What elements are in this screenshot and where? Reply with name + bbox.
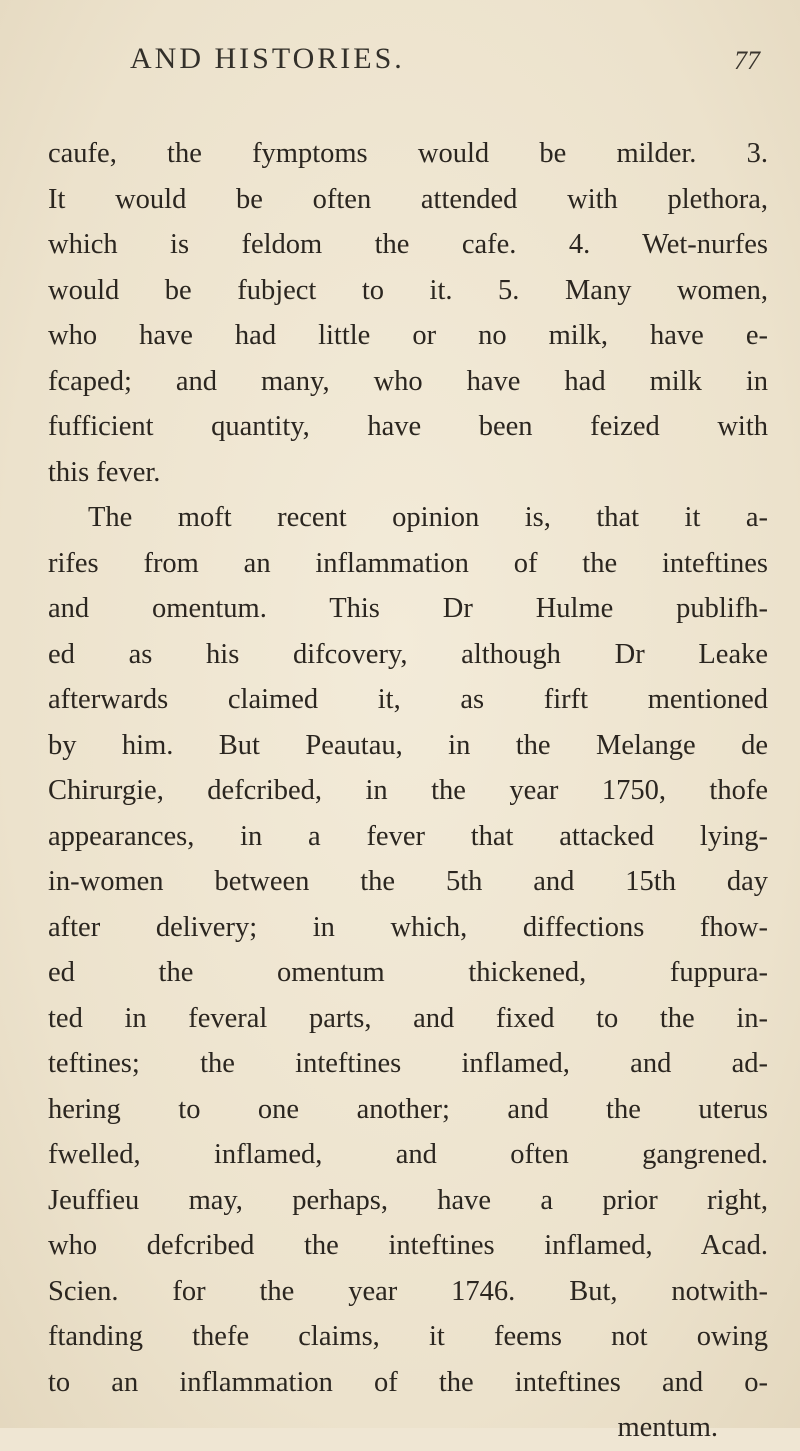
body-text bbox=[48, 131, 768, 1451]
text-line: ftanding thefe claims, it feems not owing bbox=[48, 1321, 768, 1352]
text-line: fwelled, inflamed, and often gangrened. bbox=[48, 1139, 768, 1170]
text-line: It would be often attended with plethora, bbox=[48, 183, 768, 215]
text-line: ed the omentum thickened, fuppura- bbox=[48, 957, 768, 988]
text-line: appearances, in a fever that attacked lying- bbox=[48, 820, 768, 852]
text-line: in-women between the 5th and 15th day bbox=[48, 866, 768, 897]
running-title: AND HISTORIES. bbox=[130, 42, 405, 75]
text-line: hering to one another; and the uterus bbox=[48, 1093, 768, 1125]
text-line: Jeuffieu may, perhaps, have a prior right, bbox=[48, 1184, 768, 1216]
text-line: who defcribed the inteftines inflamed, Acad. bbox=[48, 1230, 768, 1261]
text-line: Scien. for the year 1746. But, notwith- bbox=[48, 1275, 768, 1307]
text-line: who have had little or no milk, have e- bbox=[48, 320, 768, 351]
text-line: after delivery; in which, diffections fhow- bbox=[48, 911, 768, 943]
text-line: caufe, the fymptoms would be milder. 3. bbox=[48, 138, 768, 169]
text-line: teftines; the inteftines inflamed, and ad- bbox=[48, 1048, 768, 1079]
text-line: fcaped; and many, who have had milk in bbox=[48, 365, 768, 397]
text-line: which is feldom the cafe. 4. Wet-nurfes bbox=[48, 229, 768, 260]
text-line: fufficient quantity, have been feized with bbox=[48, 411, 768, 442]
text-line: this fever. bbox=[48, 456, 161, 488]
page-number: 77 bbox=[734, 46, 760, 75]
text-line: Chirurgie, defcribed, in the year 1750, thofe bbox=[48, 775, 768, 806]
catchword: mentum. bbox=[617, 1412, 718, 1443]
running-head bbox=[130, 42, 760, 82]
text-line: would be fubject to it. 5. Many women, bbox=[48, 274, 768, 306]
text-line: by him. But Peautau, in the Melange de bbox=[48, 729, 768, 761]
text-line: and omentum. This Dr Hulme publifh- bbox=[48, 593, 768, 624]
text-line: The moft recent opinion is, that it a- bbox=[88, 502, 768, 533]
text-line: to an inflammation of the inteftines and o- bbox=[48, 1366, 768, 1398]
text-line: rifes from an inflammation of the inteftines bbox=[48, 547, 768, 579]
text-line: ted in feveral parts, and fixed to the in- bbox=[48, 1002, 768, 1034]
text-line: ed as his difcovery, although Dr Leake bbox=[48, 638, 768, 670]
text-line: afterwards claimed it, as firft mentioned bbox=[48, 684, 768, 715]
